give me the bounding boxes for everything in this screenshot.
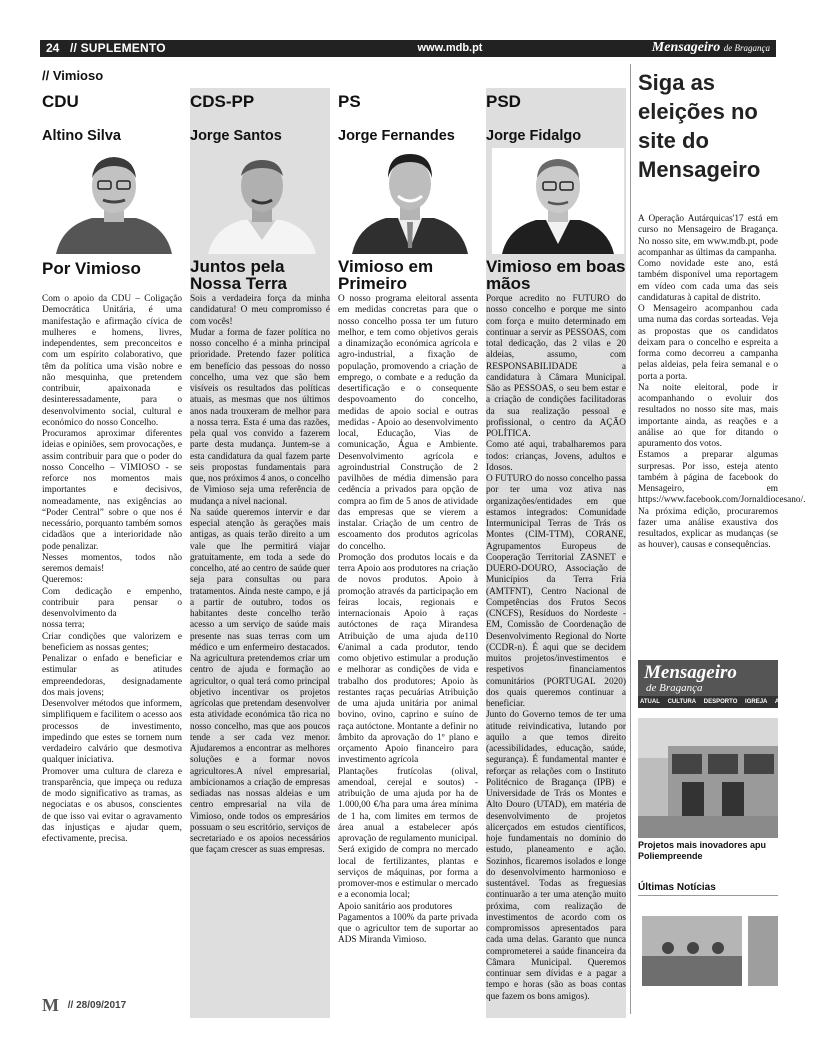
paragraph: O Mensageiro acompanhou cada uma numa das cordas sorteadas. Veja as propostas que os candidatos deixam para o concelho e espreita a forma como decorreu a campanha pelas aldeias, pela feira semanal e o porta a porta. [638,304,778,382]
paragraph: Com o apoio da CDU – Coligação Democrática Unitária, é uma manifestação e afirmação cívica de mulheres e homens, livres, independentes, sem preconceitos e com um espírito colaborativo, que têm da política uma visão nobre e não mesquinha, que pretendem contribuir, apaixonada e desinteressadamente, para o desenvolvimento social, cultural e económico do nosso Concelho. [42,294,182,428]
news-thumbnails [638,906,778,1001]
article-body [486,294,626,1016]
nav-item-desporto: DESPORTO [703,699,738,705]
paragraph: Plantações frutícolas (olival, amendoal, cerejal e soutos) - atribuição de uma ajuda por ha de 1.000,00 €/ha para uma área mínima de 1 ha, com limites em termos de área anual a estabelecer após aprovação de regulamento municipal. [338,766,478,844]
paragraph: Como até aqui, trabalharemos para todos: crianças, Jovens, adultos e Idosos. [486,440,626,473]
brand-name: Mensageiro [651,40,721,55]
paragraph: Promoção dos produtos locais e da terra Apoio aos produtores na criação de novos produtos. Apoio à promoção através da participação em feiras locais, regionais e internacionais Apoio à raças autóctones de raça Mirandesa Atribuição de uma ajuda de110 €/animal a cada produtor, tendo como objetivo estimular a produção e melhorar as condições de vida e trabalho dos produtores; Apoio às restantes raças pecuárias Atribuição de uma ajuda unitária por animal bovino, ovino, caprino e suíno de raça autóctone. Montante a definir no âmbito da aprovação do 1º plano e orçamento Apoio financeiro para investimento agrícola [338,552,478,766]
paragraph: Pagamentos a 100% da parte privada que o agricultor tem de suportar ao ADS Miranda Vimioso. [338,912,478,946]
nav-item-cultura: CULTURA [667,699,697,705]
article-headline: Vimioso em Primeiro [338,257,434,293]
paragraph: Junto do Governo temos de ter uma atitude reivindicativa, lutando por aquilo a que temos direito (acessibilidades, educação, saúde, segurança). É fundamental manter e reforçar as relações com o Instituto Politécnico de Bragança (IPB) e Universidade de Trás os Montes e Alto Douro (UTAD), em matéria de desenvolvimento de projetos alicerçados em estudos científicos, hoje fundamentais no domínio do estudo, planeamento e ação. Sozinhos, ficaremos isolados e longe do desenvolvimento harmonioso e sustentável. Todas as freguesias continuarão a ter uma atenção muito próxima, com realização de investimentos de acordo com os compromissos apresentados para cada uma delas. Garanto que nunca comprometerei a saúde financeira da Câmara Municipal. Queremos continuar sem dívidas e a pagar a tempo e horas (são as boas contas que fazem os bons amigos). [486,710,626,1002]
footer [42,995,126,1016]
ad-logo-name: Mensageiro [644,662,737,683]
website-screenshot-ad [638,660,801,900]
brand-logo [652,40,770,56]
paragraph: O nosso programa eleitoral assenta em medidas concretas para que o nosso concelho possa ter um futuro melhor, e tem como objetivos gerais a dinamização económica agrícola e agro-industrial, a fixação de população, promovendo a criação de emprego, o combate e a redução da desertificação e o consequente despovoamento do concelho, medidas de apoio social e outras medidas - Apoio ao desenvolvimento local, Educação, Vias de comunicação, Água e Ambiente. Desenvolvimento agrícola e agroindustrial Construção de 2 pavilhões de média dimensão para cedência a privados para opção de compra ao fim de 5 anos de atividade das empresas que se vierem a instalar. Criação de um centro de escoamento dos produtos agrícolas do concelho. [338,294,478,552]
paragraph: Com dedicação e empenho, contribuir para pensar o desenvolvimento da [42,586,182,619]
footer-date: // 28/09/2017 [67,1000,127,1012]
site-url: www.mdb.pt [417,42,483,54]
building-photo [638,718,778,838]
column-cdu [42,88,182,1018]
top-bar [40,40,776,57]
column-ps [338,88,478,1018]
paragraph: Queremos: [42,575,83,586]
paragraph: Na próxima edição, procuraremos fazer uma análise exaustiva dos resultados, explicar as mudanças (se as houver), causas e consequências. [638,506,778,551]
footer-logo: M [42,995,59,1015]
paragraph: Apoio sanitário aos produtores [338,901,453,912]
paragraph: Procuramos aproximar diferentes ideias e opiniões, sem provocações, e assim contribuir para que o poder do nosso Concelho – VIMIOSO - se reforce nos momentos mais importantes e decisivos, nomeadamente, nas exigências ao “Poder Central” sobre o que nos é necessário, porquanto também somos cidadãos que a interioridade não pode penalizar. [42,429,182,552]
party-name: PS [338,92,361,111]
section-title: // Vimioso [42,68,104,83]
nav-item-igreja: IGREJA [745,699,768,705]
article-headline: Por Vimioso [42,259,141,278]
page-number: 24 [46,41,60,55]
paragraph: Como novidade este ano, está também disponível uma reportagem em vídeo com cada uma das seis candidaturas à capital de distrito. [638,259,778,303]
candidate-name: Jorge Fernandes [338,128,455,144]
article-headline: Juntos pela Nossa Terra [190,257,288,293]
party-name: CDU [42,92,79,111]
column-divider [630,64,631,1014]
column-psd [486,88,626,1018]
ad-logo-subtitle: de Bragança [646,682,703,694]
candidate-name: Jorge Santos [190,128,282,144]
candidate-name: Altino Silva [42,128,121,144]
nav-item-agenda: AGENDA [774,699,801,705]
section-label: // SUPLEMENTO [70,41,166,55]
paragraph: A Operação Autárquicas'17 está em curso no Mensageiro de Bragança. No nosso site, em www.mdb.pt, pode acompanhar as últimas da campanha. [638,214,778,258]
paragraph: Estamos a preparar algumas surpresas. Por isso, esteja atento também à página de facebook do Mensageiro, em https://www.facebook.com/Jornaldiocesano/. [638,450,806,506]
paragraph: Na noite eleitoral, pode ir acompanhando o evoluir dos resultados no nosso site mas, mais importante ainda, as reações e a análise ao que for ditando o apuramento dos votos. [638,382,778,449]
sidebar-title: Siga as eleições no site do Mensageiro [638,70,761,182]
candidate-photo [492,148,624,254]
paragraph: Porque acredito no FUTURO do nosso concelho e porque me sinto com força e muito determinado em continuar a servir as PESSOAS, com total dedicação, das 2 vilas e 20 aldeias, assumo, com RESPONSABILIDADE a candidatura à Câmara Municipal. São as PESSOAS, o seu bem estar e a criação de condições facilitadoras da sua realização pessoal e profissional, o centro da AÇÃO POLÍTICA. [486,294,626,439]
ad-caption: Projetos mais inovadores apu Poliempreende [638,840,767,861]
article-body [338,294,478,1016]
paragraph: Será exigido de compra no mercado local de fertilizantes, plantas e serviços de máquinas, por forma a promover-mos e estimular o mercado e a economia local; [338,845,478,901]
candidate-name: Jorge Fidalgo [486,128,582,144]
nav-item-atual: ATUAL [640,699,660,705]
sidebar-body [638,214,806,654]
paragraph: nossa terra; [42,620,85,631]
candidate-photo [196,148,328,254]
article-body [42,294,182,1016]
candidate-photo [344,148,476,254]
paragraph: Nesses momentos, todos não seremos demais! [42,552,182,574]
latest-news-heading: Últimas Notícias [638,882,778,896]
article-headline: Vimioso em boas mãos [486,257,626,293]
paragraph: Criar condições que valorizem e beneficiem as nossas gentes; [42,631,182,653]
candidate-photo [48,148,180,254]
paragraph: O FUTURO do nosso concelho passa por ter uma voz ativa nas organizações/entidades em que estamos integrados: Comunidade Intermunicipal Terras de Trás os Montes (CIM-TTM), CORANE, Agrupamentos Europeus de Cooperação Territorial ZASNET e DUERO-DOURO, Associação de Municípios da Terra Fria (AMTFNT), Centro Nacional de Competências dos Frutos Secos (CNCFS), Resíduos do Nordeste - EM, Comissão de Coordenação de Desenvolvimento Regional do Norte (CCDR-n). É aqui que se decidem muitos projetos/investimentos e respetivos financiamentos comunitários (PORTUGAL 2020) dos quais queremos continuar a beneficiar. [486,474,626,709]
column-cds-pp [190,88,330,1018]
party-name: CDS-PP [190,92,255,111]
paragraph: Promover uma cultura de clareza e transparência, que impeça ou reduza de modo significativo as tramas, as negociatas e os abusos, conscientes de que isso vai evitar o agravamento das injustiças e ajudar quem, efectivamente, precisa. [42,766,182,844]
paragraph: Mudar a forma de fazer política no nosso concelho é a minha principal prioridade. Pretendo fazer política em benefício das pessoas do nosso concelho, uma vez que são bem visíveis os resultados das políticas atuais, as mesmas que nos últimos anos nada trouxeram de melhor para a nossa terra. Esta é uma das razões, pela qual vos convido a fazerem parte desta mudança. Juntem-se a esta candidatura da qual fazem parte seis propostas fundamentais para que, nos próximos 4 anos, o concelho de Vimioso seja uma referência de mudança a nível nacional. [190,327,330,507]
article-body [190,294,330,1016]
paragraph: Penalizar o enfado e beneficiar e estimular as atitudes empreendedoras, designadamente dos mais jovens; [42,654,182,698]
party-name: PSD [486,92,521,111]
ad-nav-bar [638,696,801,708]
paragraph: Sois a verdadeira força da minha candidatura! O meu compromisso é com vocês! [190,294,330,327]
brand-subtitle: de Bragança [723,43,770,53]
paragraph: Na saúde queremos intervir e dar especial atenção às gerações mais antigas, as quais terão direito a um vale que lhe permitirá viajar gratuitamente, em toda a sede do concelho, até ao centro de saúde quer seja para consultas ou para tratamentos. Ainda neste campo, e já a partir de outubro, todos os habitantes deste concelho terão acesso a um serviço de saúde mais presente nas suas terras com um médico e um enfermeiro destacados. Na agricultura pretendemos criar um centro de ajuda e formação ao agricultor, o qual terá como principal objetivo incentivar os projetos agrícolas que pretendam desenvolver esta atividade económica tão rica no nosso concelho, mas que aos poucos tende a ser cada vez menor. Ajudaremos a encontrar as melhores soluções e a formar novos agricultores.A nível empresarial, ambicionamos a criação de empresas sediadas nas nossas aldeias e um centro empresarial na vila de Vimioso, onde todos os empresários possuam o seu escritório, serviços de secretariado e os apoios necessários que façam crescer as suas empresas. [190,507,330,856]
paragraph: Desenvolver métodos que informem, simplifiquem e facilitem o acesso aos processos de investimento, impedindo que estes se tornem num verdadeiro calvário que desmotiva qualquer iniciativa. [42,699,182,766]
